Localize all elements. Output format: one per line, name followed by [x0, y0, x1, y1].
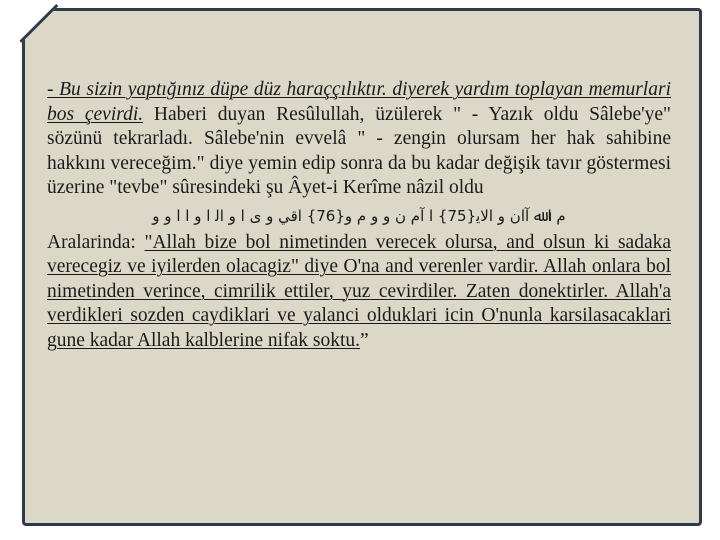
verse-translation: "Allah bize bol nimetinden verecek olursa, and olsun ki sadaka verecegiz ve iyilerden olacagiz" diye O'na and verenler vardir. Allah onlara bol nimetinden verince, cimrilik ettiler, yuz cevirdiler. Zaten donektirler. Allah'a verdikleri sozden caydiklari ve yalanci olduklari icin O'nunla karsilasacaklari gune kadar Allah kalblerine nifak soktu. — [47, 231, 671, 351]
body-text — [47, 78, 671, 353]
paragraph-1 — [47, 78, 671, 201]
narrative-text: Haberi duyan Resûlullah, üzülerek " - Yazık oldu Sâlebe'ye" sözünü tekrarladı. Sâlebe'nin evvelâ " - zengin olursam her hak sahibine hakkını vereceğim." diye yemin edip sonra da bu kadar değişik tavır göstermesi üzerine "tevbe" sûresindeki şu Âyet-i Kerîme nâzil oldu — [47, 103, 671, 198]
arabic-verse-line: م ا ﷲ ﺁﺍﻥ و ﺍﻟﺎﻳ{75} ا ﺁﻡ ﻥ و و م و{76} ﺍﻗﻲ ﻭ ﻯ ا ﻭ ﺍﻟ ﺍ ﻭ ا ﺍ ﻭ ﻭ — [152, 206, 566, 225]
paragraph-2 — [47, 231, 671, 354]
paragraph-2-lead: Aralarinda: — [47, 231, 145, 253]
quoted-speech-italic: - Bu sizin yaptığınız düpe düz haraççılıktır. diyerek yardım toplayan memurlari bos çevirdi. — [47, 79, 671, 125]
closing-quote: ” — [360, 329, 369, 351]
